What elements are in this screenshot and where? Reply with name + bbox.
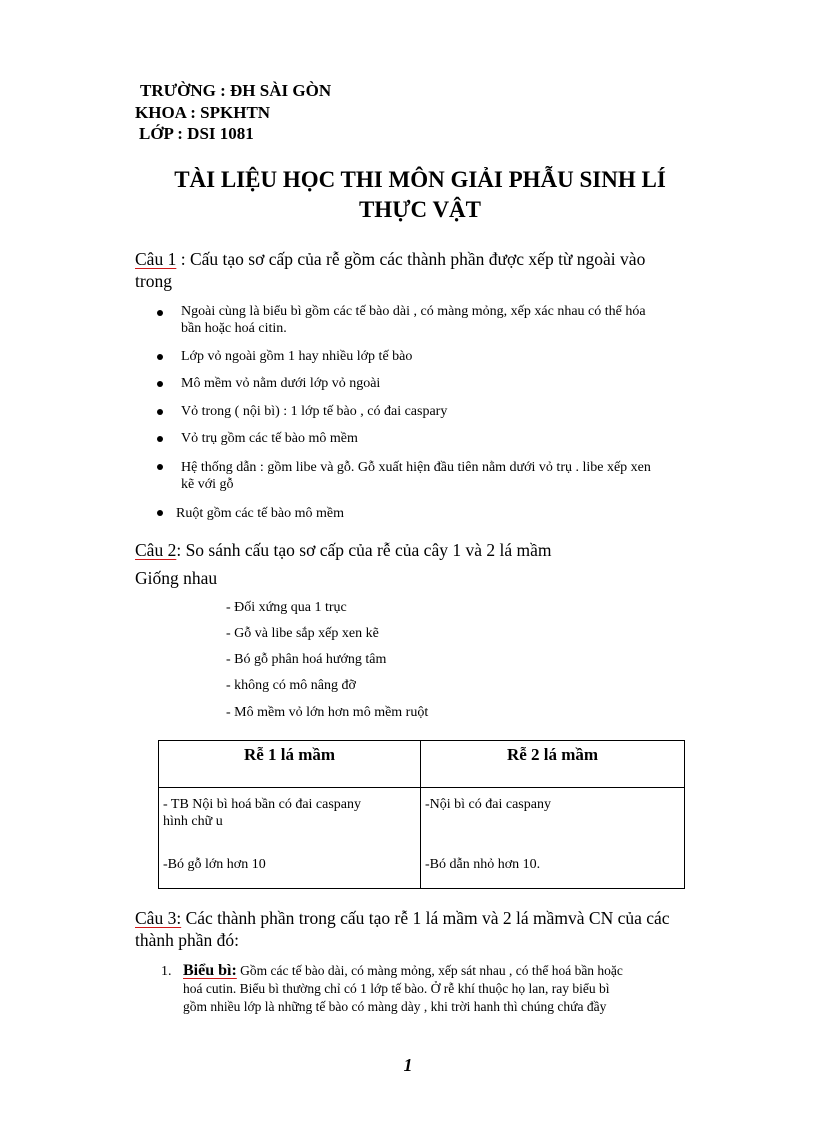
list-item-line: kẽ với gỗ xyxy=(181,477,234,492)
table-header-monocot: Rễ 1 lá mầm xyxy=(159,741,421,788)
table-header-dicot: Rễ 2 lá mầm xyxy=(421,741,685,788)
comparison-table xyxy=(158,740,685,889)
q3-item-line: gồm nhiều lớp là những tế bào có màng dày , khi trời hanh thì chúng chứa đầy xyxy=(183,999,607,1014)
bullet-dot-icon xyxy=(157,464,163,470)
document-title-line2: THỰC VẬT xyxy=(358,197,482,222)
similarity-item: - không có mô nâng đỡ xyxy=(226,678,356,693)
list-item-line: bần hoặc hoá citin. xyxy=(181,321,287,336)
item-text: Gồm các tế bào dài, có màng mỏng, xếp sát nhau , có thể hoá bần hoặc xyxy=(236,963,623,978)
q3-item-body xyxy=(183,962,623,1016)
question-1-text-cont: trong xyxy=(135,271,172,291)
cell-line: - TB Nội bì hoá bần có đai caspany xyxy=(163,797,362,812)
table-cell-monocot xyxy=(159,788,421,889)
question-2-number: Câu 2 xyxy=(135,540,177,560)
cell-line: hình chữ u xyxy=(163,814,223,829)
cell-spacer xyxy=(425,830,680,856)
class-line: LỚP : DSI 1081 xyxy=(139,124,254,143)
bullet-dot-icon xyxy=(157,510,163,516)
list-item-line: Hệ thống dẫn : gồm libe và gỗ. Gỗ xuất hiện đầu tiên nằm dưới vỏ trụ . libe xếp xen xyxy=(181,460,651,475)
question-3-heading xyxy=(135,908,670,929)
question-3-text: Các thành phần trong cấu tạo rễ 1 lá mầm và 2 lá mầmvà CN của các xyxy=(181,908,670,928)
list-item: Vỏ trụ gồm các tế bào mô mềm xyxy=(181,431,358,446)
q3-item-line: hoá cutin. Biểu bì thường chỉ có 1 lớp tế bào. Ở rễ khí thuộc họ lan, ray biểu bì xyxy=(183,981,610,996)
cell-spacer xyxy=(425,813,680,830)
question-3-text-cont: thành phần đó: xyxy=(135,930,240,950)
similarity-item: - Bó gỗ phân hoá hướng tâm xyxy=(226,652,387,667)
cell-line: -Nội bì có đai caspany xyxy=(425,797,551,812)
similarities-heading: Giống nhau xyxy=(135,568,218,588)
question-1-heading xyxy=(135,249,645,270)
question-1-number: Câu 1 xyxy=(135,249,177,269)
list-item xyxy=(181,303,646,337)
question-2-text: : So sánh cấu tạo sơ cấp của rễ của cây 1 và 2 lá mầm xyxy=(176,540,552,560)
question-3-number: Câu 3: xyxy=(135,908,182,928)
similarity-item: - Gỗ và libe sắp xếp xen kẽ xyxy=(226,626,379,641)
similarity-item: - Đối xứng qua 1 trục xyxy=(226,600,347,615)
cell-spacer xyxy=(163,830,416,856)
q3-item-line xyxy=(183,962,623,980)
list-item: Lớp vỏ ngoài gồm 1 hay nhiều lớp tế bào xyxy=(181,349,413,364)
school-line: TRƯỜNG : ĐH SÀI GÒN xyxy=(140,81,332,100)
page-number: 1 xyxy=(403,1055,413,1075)
list-item-line: Ngoài cùng là biểu bì gồm các tế bào dài , có màng mỏng, xếp xác nhau có thể hóa xyxy=(181,304,646,319)
item-number: 1. xyxy=(161,964,172,979)
table-row xyxy=(159,788,685,889)
list-item: Vỏ trong ( nội bì) : 1 lớp tế bào , có đai caspary xyxy=(181,404,448,419)
list-item: Ruột gồm các tế bào mô mềm xyxy=(176,506,344,521)
table-cell-dicot xyxy=(421,788,685,889)
bullet-dot-icon xyxy=(157,409,163,415)
item-term: Biểu bì: xyxy=(183,962,237,979)
document-title-line1: TÀI LIỆU HỌC THI MÔN GIẢI PHẪU SINH LÍ xyxy=(174,167,666,192)
question-2-heading xyxy=(135,540,551,561)
cell-line: -Bó dẫn nhỏ hơn 10. xyxy=(425,857,541,872)
similarity-item: - Mô mềm vỏ lớn hơn mô mềm ruột xyxy=(226,705,429,720)
bullet-dot-icon xyxy=(157,381,163,387)
list-item: Mô mềm vỏ nằm dưới lớp vỏ ngoài xyxy=(181,376,381,391)
list-item xyxy=(181,459,651,493)
bullet-dot-icon xyxy=(157,310,163,316)
table-header-row xyxy=(159,741,685,788)
question-1-text: : Cấu tạo sơ cấp của rễ gồm các thành phần được xếp từ ngoài vào xyxy=(176,249,646,269)
faculty-line: KHOA : SPKHTN xyxy=(135,103,271,122)
cell-line: -Bó gỗ lớn hơn 10 xyxy=(163,857,266,872)
bullet-dot-icon xyxy=(157,354,163,360)
bullet-dot-icon xyxy=(157,436,163,442)
